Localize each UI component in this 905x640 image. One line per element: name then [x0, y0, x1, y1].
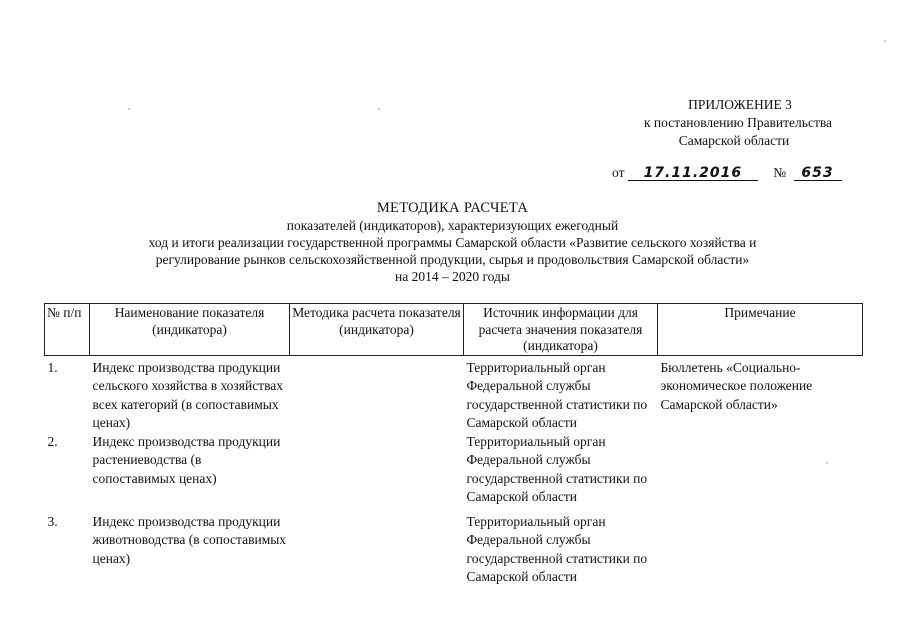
- handwritten-number: 653: [794, 166, 842, 181]
- row-num: 1.: [47, 359, 58, 375]
- table-row: [45, 513, 863, 587]
- row-note: [658, 433, 863, 507]
- table-row: [45, 355, 863, 433]
- appendix-title: ПРИЛОЖЕНИЕ 3: [688, 97, 792, 112]
- row-method: [290, 355, 464, 433]
- row-num: 3.: [47, 513, 58, 529]
- heading-line-1: показателей (индикаторов), характеризующих ежегодный: [286, 218, 619, 233]
- heading-line-2: ход и итоги реализации государственной программы Самарской области «Развитие сельского хозяйства и: [148, 235, 757, 250]
- row-name: Индекс производства продукции животноводства (в сопоставимых ценах): [92, 513, 287, 566]
- header-num: № п/п: [45, 304, 90, 356]
- header-source: Источник информации для расчета значения показателя (индикатора): [464, 304, 658, 356]
- row-source: Территориальный орган Федеральной службы государственной статистики по Самарской области: [466, 513, 648, 584]
- header-name: Наименование показателя (индикатора): [90, 304, 290, 356]
- appendix-decree-line: к постановлению Правительства: [643, 115, 833, 130]
- indicators-table: [44, 303, 863, 587]
- row-name: Индекс производства продукции сельского хозяйства в хозяйствах всех категорий (в сопоставимых ценах): [92, 359, 284, 430]
- row-source: Территориальный орган Федеральной службы государственной статистики по Самарской области: [466, 359, 648, 430]
- row-method: [290, 513, 464, 587]
- row-note: Бюллетень «Социально-экономическое положение Самарской области»: [660, 359, 813, 412]
- scan-speck: [128, 108, 130, 110]
- scan-speck: [884, 40, 886, 42]
- table-row: [45, 433, 863, 507]
- header-note: Примечание: [658, 304, 863, 356]
- heading-title: МЕТОДИКА РАСЧЕТА: [376, 200, 529, 216]
- row-num: 2.: [47, 433, 58, 449]
- scan-speck: [826, 462, 828, 464]
- header-method: Методика расчета показателя (индикатора): [290, 304, 464, 356]
- scan-speck: [378, 108, 380, 110]
- date-prefix: от: [612, 165, 625, 180]
- row-note: [658, 513, 863, 587]
- row-name: Индекс производства продукции растениеводства (в сопоставимых ценах): [92, 433, 281, 486]
- appendix-block: [612, 96, 872, 182]
- appendix-date-line: [612, 164, 872, 182]
- heading-line-4: на 2014 – 2020 годы: [395, 269, 510, 284]
- appendix-region-line: Самарской области: [678, 133, 790, 148]
- handwritten-date: 17.11.2016: [628, 166, 758, 181]
- heading-line-3: регулирование рынков сельскохозяйственной продукции, сырья и продовольствия Самарской области»: [155, 252, 750, 267]
- table-header-row: [45, 304, 863, 356]
- row-method: [290, 433, 464, 507]
- document-heading: [0, 200, 905, 285]
- row-source: Территориальный орган Федеральной службы государственной статистики по Самарской области: [466, 433, 648, 504]
- number-label: №: [773, 165, 787, 180]
